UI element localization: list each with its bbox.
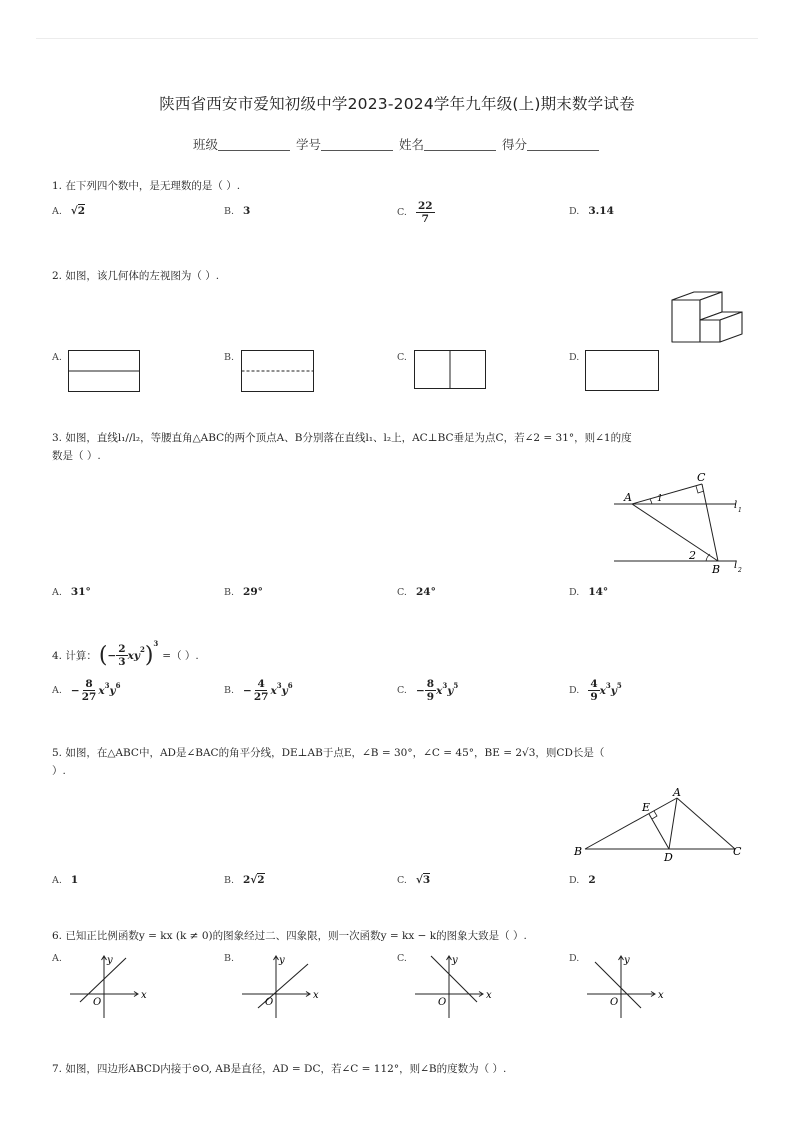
origin-label: O bbox=[438, 997, 447, 1008]
option-letter: A. bbox=[52, 205, 62, 217]
q3-option-b[interactable] bbox=[224, 586, 263, 598]
q2-option-b-figure[interactable] bbox=[241, 350, 314, 392]
option-letter: B. bbox=[224, 586, 235, 598]
option-letter: A. bbox=[52, 874, 62, 886]
option-letter: B. bbox=[224, 205, 235, 217]
option-letter: C. bbox=[397, 685, 407, 696]
origin-label: O bbox=[265, 997, 274, 1008]
q4-fraction: $\frac{2}{3}$ bbox=[118, 643, 126, 668]
question-5-stem-line-1: 5. 如图，在△ABC中，AD是∠BAC的角平分线，DE⊥AB于点E，∠B = 30°，∠C = 45°，BE = 2√3，则CD长是（ bbox=[52, 747, 605, 759]
fraction: $\frac{8}{27}$ bbox=[81, 678, 97, 703]
q6-option-b-graph[interactable] bbox=[238, 952, 328, 1020]
q4-option-c[interactable]: C. − $\frac{8}{9}$ x $^3$ y $^5$ bbox=[397, 678, 459, 703]
option-value: 29° bbox=[243, 586, 263, 598]
class-blank[interactable] bbox=[218, 150, 290, 151]
var-x: x bbox=[436, 684, 443, 697]
q5-figure bbox=[570, 785, 745, 863]
option-letter: D. bbox=[569, 205, 580, 217]
option-letter: C. bbox=[397, 207, 407, 218]
fraction: $\frac{4}{9}$ bbox=[590, 678, 598, 703]
left-paren: ( bbox=[98, 643, 108, 668]
q2-letter-c: C. bbox=[397, 352, 407, 363]
q6-letter-a: A. bbox=[52, 953, 62, 964]
student-number-label: 学号 bbox=[295, 137, 321, 152]
fraction: $\frac{4}{27}$ bbox=[253, 678, 269, 703]
q3-figure bbox=[610, 470, 745, 578]
x-label: x bbox=[486, 990, 492, 1001]
option-value: 31° bbox=[70, 586, 91, 598]
q1-option-c[interactable] bbox=[397, 200, 435, 225]
q4-suffix: =（ ）. bbox=[162, 650, 199, 662]
q1-option-d[interactable] bbox=[569, 205, 614, 217]
q1-option-a[interactable] bbox=[52, 205, 85, 217]
question-5-stem-line-2: ）. bbox=[52, 765, 66, 777]
x-label: x bbox=[658, 990, 664, 1001]
q1-option-b[interactable] bbox=[224, 205, 250, 217]
q4-option-a[interactable]: A. − $\frac{8}{27}$ x $^3$ y $^6$ bbox=[52, 678, 121, 703]
question-7-stem: 7. 如图，四边形ABCD内接于⊙O, AB是直径，AD = DC，若∠C = 112°，则∠B的度数为（ ）. bbox=[52, 1063, 507, 1075]
option-letter: A. bbox=[52, 685, 62, 696]
option-value: 2 bbox=[588, 874, 596, 886]
option-letter: D. bbox=[569, 874, 580, 886]
option-value: 3.14 bbox=[588, 205, 614, 217]
top-divider bbox=[36, 38, 758, 39]
option-letter: C. bbox=[397, 586, 407, 598]
q2-option-a-figure[interactable] bbox=[68, 350, 140, 392]
q4-option-d[interactable]: D. $\frac{4}{9}$ x $^3$ y $^5$ bbox=[569, 678, 622, 703]
minus-sign: − bbox=[243, 684, 252, 697]
q2-letter-d: D. bbox=[569, 352, 580, 363]
var-y: y bbox=[109, 684, 116, 697]
svg-text:D: D bbox=[664, 851, 673, 864]
option-letter: D. bbox=[569, 685, 580, 696]
x-label: x bbox=[141, 990, 147, 1001]
option-value: 1 bbox=[70, 874, 79, 886]
option-letter: B. bbox=[224, 874, 235, 886]
option-value: √3 bbox=[415, 874, 431, 886]
var-x: x bbox=[98, 684, 105, 697]
q6-option-c-graph[interactable] bbox=[411, 952, 501, 1020]
option-letter: A. bbox=[52, 586, 62, 598]
name-label: 姓名 bbox=[398, 137, 424, 152]
y-label: y bbox=[279, 955, 285, 966]
y-label: y bbox=[107, 955, 113, 966]
minus-sign: − bbox=[70, 684, 80, 697]
question-1-stem: 1. 在下列四个数中，是无理数的是（ ）. bbox=[52, 180, 241, 192]
fraction: $\frac{8}{9}$ bbox=[426, 678, 435, 703]
q2-option-c-figure[interactable] bbox=[414, 350, 486, 389]
option-letter: B. bbox=[224, 685, 235, 696]
svg-text:A: A bbox=[624, 491, 632, 504]
q3-option-d[interactable] bbox=[569, 586, 608, 598]
option-letter: D. bbox=[569, 586, 580, 598]
q6-letter-d: D. bbox=[569, 953, 580, 964]
var-y: y bbox=[447, 684, 454, 697]
q3-option-a[interactable] bbox=[52, 586, 91, 598]
question-4-stem: 4. 计算： ( − $\frac{2}{3}$ xy $^2$ ) $^3$ =（ ）. bbox=[52, 639, 199, 668]
option-value: 3 bbox=[243, 205, 251, 217]
svg-text:l: l bbox=[734, 500, 738, 511]
svg-text:C: C bbox=[733, 845, 742, 858]
option-value: 24° bbox=[415, 586, 436, 598]
q3-option-c[interactable] bbox=[397, 586, 436, 598]
q5-option-d[interactable] bbox=[569, 874, 596, 886]
svg-text:2: 2 bbox=[738, 567, 742, 574]
svg-text:B: B bbox=[574, 845, 583, 858]
q6-option-d-graph[interactable] bbox=[583, 952, 673, 1020]
student-number-blank[interactable] bbox=[321, 150, 393, 151]
q6-option-a-graph[interactable] bbox=[66, 952, 156, 1020]
question-6-stem: 6. 已知正比例函数y = kx (k ≠ 0)的图象经过二、四象限，则一次函数y = kx − k的图象大致是（ ）. bbox=[52, 930, 527, 942]
name-blank[interactable] bbox=[424, 150, 496, 151]
var-x: x bbox=[270, 684, 277, 697]
svg-text:1: 1 bbox=[657, 494, 663, 504]
option-letter: C. bbox=[397, 874, 407, 886]
origin-label: O bbox=[610, 997, 619, 1008]
class-label: 班级 bbox=[192, 137, 218, 152]
svg-text:E: E bbox=[642, 801, 651, 814]
student-info-row bbox=[0, 135, 794, 153]
function-line bbox=[80, 958, 126, 1002]
q2-solid-figure bbox=[668, 290, 744, 344]
q6-letter-b: B. bbox=[224, 953, 235, 964]
y-label: y bbox=[452, 955, 458, 966]
q5-option-b[interactable] bbox=[224, 874, 265, 886]
q5-option-a[interactable] bbox=[52, 874, 78, 886]
option-value: 2√2 bbox=[243, 874, 265, 886]
var-y: y bbox=[281, 684, 288, 697]
q4-option-b[interactable]: B. − $\frac{4}{27}$ x $^3$ y $^6$ bbox=[224, 678, 293, 703]
svg-text:C: C bbox=[697, 471, 706, 484]
option-value: 14° bbox=[588, 586, 609, 598]
question-2-stem: 2. 如图，该几何体的左视图为（ ）. bbox=[52, 270, 220, 282]
y-label: y bbox=[624, 955, 630, 966]
q2-letter-a: A. bbox=[52, 352, 62, 363]
q4-prefix: 4. 计算： bbox=[52, 650, 97, 662]
var-x: x bbox=[599, 684, 606, 697]
svg-text:1: 1 bbox=[738, 507, 742, 514]
variables: xy bbox=[127, 649, 140, 662]
q2-option-d-figure[interactable] bbox=[585, 350, 659, 391]
svg-text:B: B bbox=[712, 563, 721, 576]
svg-text:2: 2 bbox=[689, 549, 696, 562]
q5-option-c[interactable] bbox=[397, 874, 430, 886]
score-blank[interactable] bbox=[527, 150, 599, 151]
var-y: y bbox=[610, 684, 617, 697]
svg-text:A: A bbox=[673, 786, 681, 799]
minus-sign: − bbox=[415, 684, 425, 697]
minus-sign: − bbox=[107, 649, 117, 662]
svg-text:l: l bbox=[734, 560, 738, 571]
origin-label: O bbox=[93, 997, 102, 1008]
question-3-stem-line-2: 数是（ ）. bbox=[52, 450, 101, 462]
q2-letter-b: B. bbox=[224, 352, 235, 363]
q6-letter-c: C. bbox=[397, 953, 407, 964]
x-label: x bbox=[313, 990, 319, 1001]
fraction: $\frac{22}{7}$ bbox=[417, 200, 433, 225]
question-3-stem-line-1: 3. 如图，直线l₁//l₂，等腰直角△ABC的两个顶点A、B分别落在直线l₁、l₂上，AC⊥BC垂足为点C，若∠2 = 31°，则∠1的度 bbox=[52, 432, 632, 444]
sqrt-value: √2 bbox=[70, 205, 86, 217]
score-label: 得分 bbox=[501, 137, 527, 152]
exam-title: 陕西省西安市爱知初级中学2023-2024学年九年级(上)期末数学试卷 bbox=[159, 95, 635, 113]
right-paren: ) bbox=[144, 643, 154, 668]
